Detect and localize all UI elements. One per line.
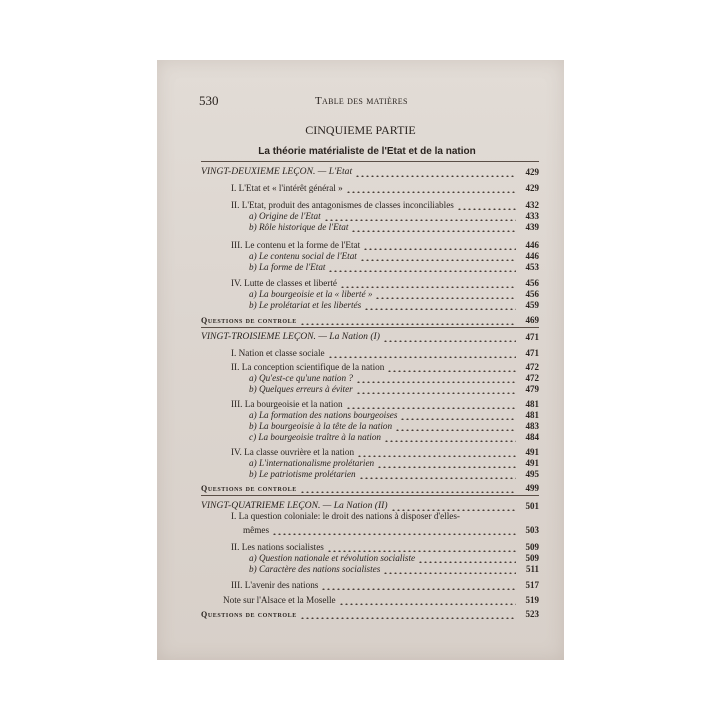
- toc-entry: a) L'internationalisme prolétarien 491: [249, 458, 539, 468]
- toc-entry: b) La bourgeoisie à la tête de la nation 483: [249, 421, 539, 431]
- toc-entry: Note sur l'Alsace et la Moselle 519: [223, 595, 539, 605]
- toc-entry: b) Le patriotisme prolétarien 495: [249, 469, 539, 479]
- toc-entry: a) La formation des nations bourgeoises 481: [249, 410, 539, 420]
- toc-entry: III. La bourgeoisie et la nation 481: [231, 399, 539, 409]
- toc-entry: IV. Lutte de classes et liberté 456: [231, 278, 539, 288]
- toc-entry: b) Rôle historique de l'Etat 439: [249, 222, 539, 232]
- toc-entry: III. Le contenu et la forme de l'Etat 446: [231, 240, 539, 250]
- toc-entry: Questions de controle 523: [201, 609, 539, 619]
- book-page: [157, 60, 564, 660]
- toc-entry: b) Le prolétariat et les libertés 459: [249, 300, 539, 310]
- toc-entry: I. L'Etat et « l'intérêt général » 429: [231, 183, 539, 193]
- lesson-row: VINGT-DEUXIEME LEÇON. — L'Etat 429: [201, 166, 539, 177]
- toc-entry: III. L'avenir des nations 517: [231, 580, 539, 590]
- divider: [201, 161, 539, 162]
- toc-entry: a) La bourgeoisie et la « liberté » 456: [249, 289, 539, 299]
- part-title: CINQUIEME PARTIE: [305, 123, 416, 137]
- lesson-row: VINGT-TROISIEME LEÇON. — La Nation (I) 471: [201, 331, 539, 342]
- toc-entry: a) Origine de l'Etat 433: [249, 211, 539, 221]
- running-title: Table des matières: [315, 95, 408, 107]
- toc-entry: a) Le contenu social de l'Etat 446: [249, 251, 539, 261]
- toc-entry: b) Quelques erreurs à éviter 479: [249, 384, 539, 394]
- toc-entry: Questions de controle 499: [201, 483, 539, 493]
- toc-entry: a) Question nationale et révolution socialiste 509: [249, 553, 539, 563]
- toc-entry: b) La forme de l'Etat 453: [249, 262, 539, 272]
- toc-entry: c) La bourgeoisie traître à la nation 484: [249, 432, 539, 442]
- divider: [201, 327, 539, 328]
- toc-entry-label: I. La question coloniale: le droit des nations à disposer d'elles-: [231, 511, 460, 521]
- divider: [201, 495, 539, 496]
- part-subtitle: La théorie matérialiste de l'Etat et de la nation: [258, 146, 476, 157]
- toc-entry: Questions de controle 469: [201, 315, 539, 325]
- toc-entry: II. Les nations socialistes 509: [231, 542, 539, 552]
- page-number: 530: [199, 93, 219, 108]
- toc-entry: IV. La classe ouvrière et la nation 491: [231, 447, 539, 457]
- toc-entry: mêmes 503: [243, 525, 539, 535]
- toc-entry: b) Caractère des nations socialistes 511: [249, 564, 539, 574]
- toc-entry: a) Qu'est-ce qu'une nation ? 472: [249, 373, 539, 383]
- toc-entry: II. La conception scientifique de la nation 472: [231, 362, 539, 372]
- lesson-row: VINGT-QUATRIEME LEÇON. — La Nation (II) 501: [201, 500, 539, 511]
- toc-entry: I. Nation et classe sociale 471: [231, 348, 539, 358]
- toc-entry: II. L'Etat, produit des antagonismes de classes inconciliables 432: [231, 200, 539, 210]
